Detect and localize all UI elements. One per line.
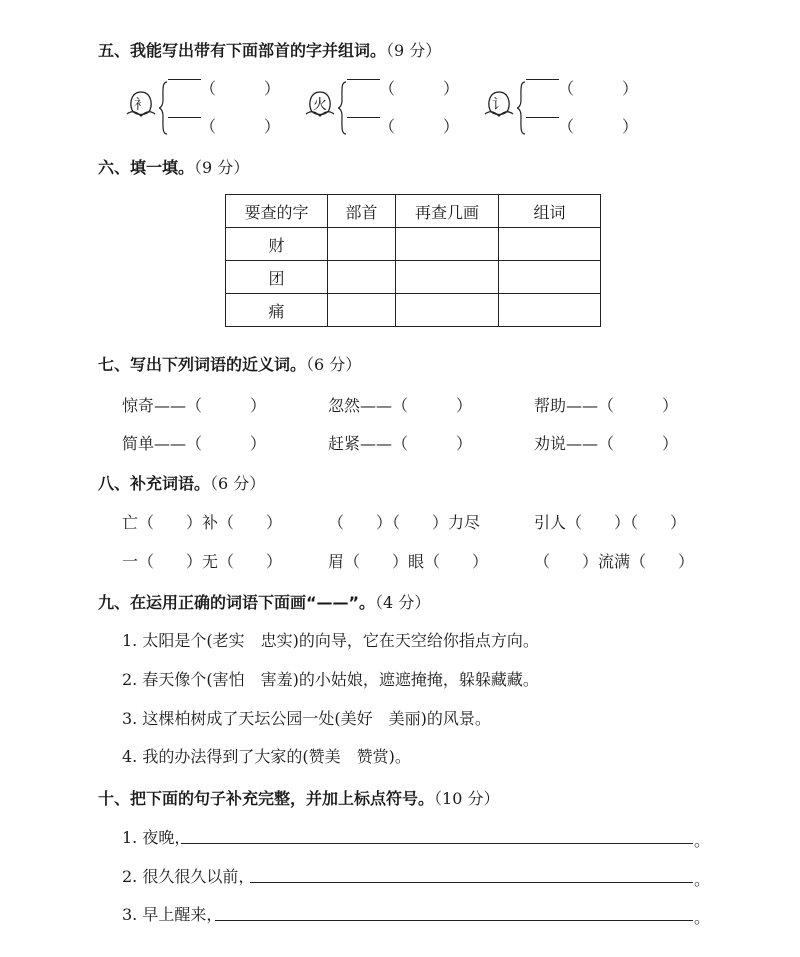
table-row: [226, 261, 601, 294]
table-cell-blank[interactable]: [396, 228, 499, 261]
period-mark: 。: [694, 831, 711, 850]
table-header: 部首: [328, 195, 396, 228]
synonym-item[interactable]: 忽然——（ ）: [328, 396, 473, 415]
idiom-item[interactable]: 眉（ ）眼（ ）: [328, 552, 489, 571]
brace-icon: [158, 80, 168, 136]
sentence-start: 1. 夜晚，: [122, 828, 191, 847]
table-cell-blank[interactable]: [328, 294, 396, 327]
write-line[interactable]: [526, 117, 559, 118]
answer-line[interactable]: [181, 843, 693, 844]
table-row: [226, 228, 601, 261]
write-line[interactable]: [168, 79, 201, 80]
write-line[interactable]: [526, 79, 559, 80]
idiom-item[interactable]: 亡（ ）补（ ）: [122, 513, 283, 532]
answer-line[interactable]: [250, 882, 693, 883]
table-cell-blank[interactable]: [499, 228, 601, 261]
brace-icon: [516, 80, 526, 136]
sentence-item[interactable]: 3. 这棵柏树成了天坛公园一处(美好 美丽)的风景。: [122, 709, 491, 728]
word-blank[interactable]: （ ）: [200, 117, 281, 136]
synonym-item[interactable]: 劝说——（ ）: [534, 434, 679, 453]
synonym-item[interactable]: 惊奇——（ ）: [122, 396, 267, 415]
table-cell-char: 团: [226, 261, 328, 294]
synonym-item[interactable]: 帮助——（ ）: [534, 396, 679, 415]
answer-line[interactable]: [215, 920, 693, 921]
table-cell-blank[interactable]: [328, 261, 396, 294]
sentence-item[interactable]: 2. 春天像个(害怕 害羞)的小姑娘，遮遮掩掩，躲躲藏藏。: [122, 670, 539, 689]
section-8-title: 八、补充词语。（6 分）: [98, 474, 266, 493]
table-cell-blank[interactable]: [396, 294, 499, 327]
table-cell-char: 痛: [226, 294, 328, 327]
period-mark: 。: [694, 870, 711, 889]
peach-radical-icon: 衤: [124, 88, 158, 122]
idiom-item[interactable]: （ ）（ ）力尽: [328, 513, 481, 532]
write-line[interactable]: [168, 117, 201, 118]
word-blank[interactable]: （ ）: [200, 79, 281, 98]
section-10-title: 十、把下面的句子补充完整，并加上标点符号。（10 分）: [98, 789, 500, 808]
peach-radical-icon: 火: [303, 88, 337, 122]
section-5-title: 五、我能写出带有下面部首的字并组词。（9 分）: [98, 41, 442, 60]
synonym-item[interactable]: 赶紧——（ ）: [328, 434, 473, 453]
word-blank[interactable]: （ ）: [558, 79, 639, 98]
table-cell-char: 财: [226, 228, 328, 261]
sentence-item[interactable]: 4. 我的办法得到了大家的(赞美 赞赏)。: [122, 747, 411, 766]
write-line[interactable]: [347, 79, 380, 80]
table-header: 再查几画: [396, 195, 499, 228]
word-blank[interactable]: （ ）: [558, 117, 639, 136]
sentence-item[interactable]: 1. 太阳是个(老实 忠实)的向导，它在天空给你指点方向。: [122, 631, 539, 650]
table-header: 要查的字: [226, 195, 328, 228]
brace-icon: [337, 80, 347, 136]
write-line[interactable]: [347, 117, 380, 118]
section-9-title: 九、在运用正确的词语下面画“——”。（4 分）: [98, 593, 431, 612]
dictionary-lookup-table: [225, 194, 601, 327]
period-mark: 。: [694, 908, 711, 927]
table-cell-blank[interactable]: [328, 228, 396, 261]
synonym-item[interactable]: 简单——（ ）: [122, 434, 267, 453]
section-6-title: 六、填一填。（9 分）: [98, 158, 250, 177]
idiom-item[interactable]: （ ）流满（ ）: [534, 552, 695, 571]
peach-radical-icon: 讠: [482, 88, 516, 122]
table-header-row: [226, 195, 601, 228]
word-blank[interactable]: （ ）: [379, 79, 460, 98]
sentence-start: 3. 早上醒来，: [122, 905, 223, 924]
idiom-item[interactable]: 引人（ ）（ ）: [534, 513, 687, 532]
table-cell-blank[interactable]: [499, 294, 601, 327]
table-header: 组词: [499, 195, 601, 228]
sentence-start: 2. 很久很久以前，: [122, 867, 255, 886]
table-cell-blank[interactable]: [396, 261, 499, 294]
section-7-title: 七、写出下列词语的近义词。（6 分）: [98, 355, 362, 374]
idiom-item[interactable]: 一（ ）无（ ）: [122, 552, 283, 571]
table-cell-blank[interactable]: [499, 261, 601, 294]
word-blank[interactable]: （ ）: [379, 117, 460, 136]
table-row: [226, 294, 601, 327]
